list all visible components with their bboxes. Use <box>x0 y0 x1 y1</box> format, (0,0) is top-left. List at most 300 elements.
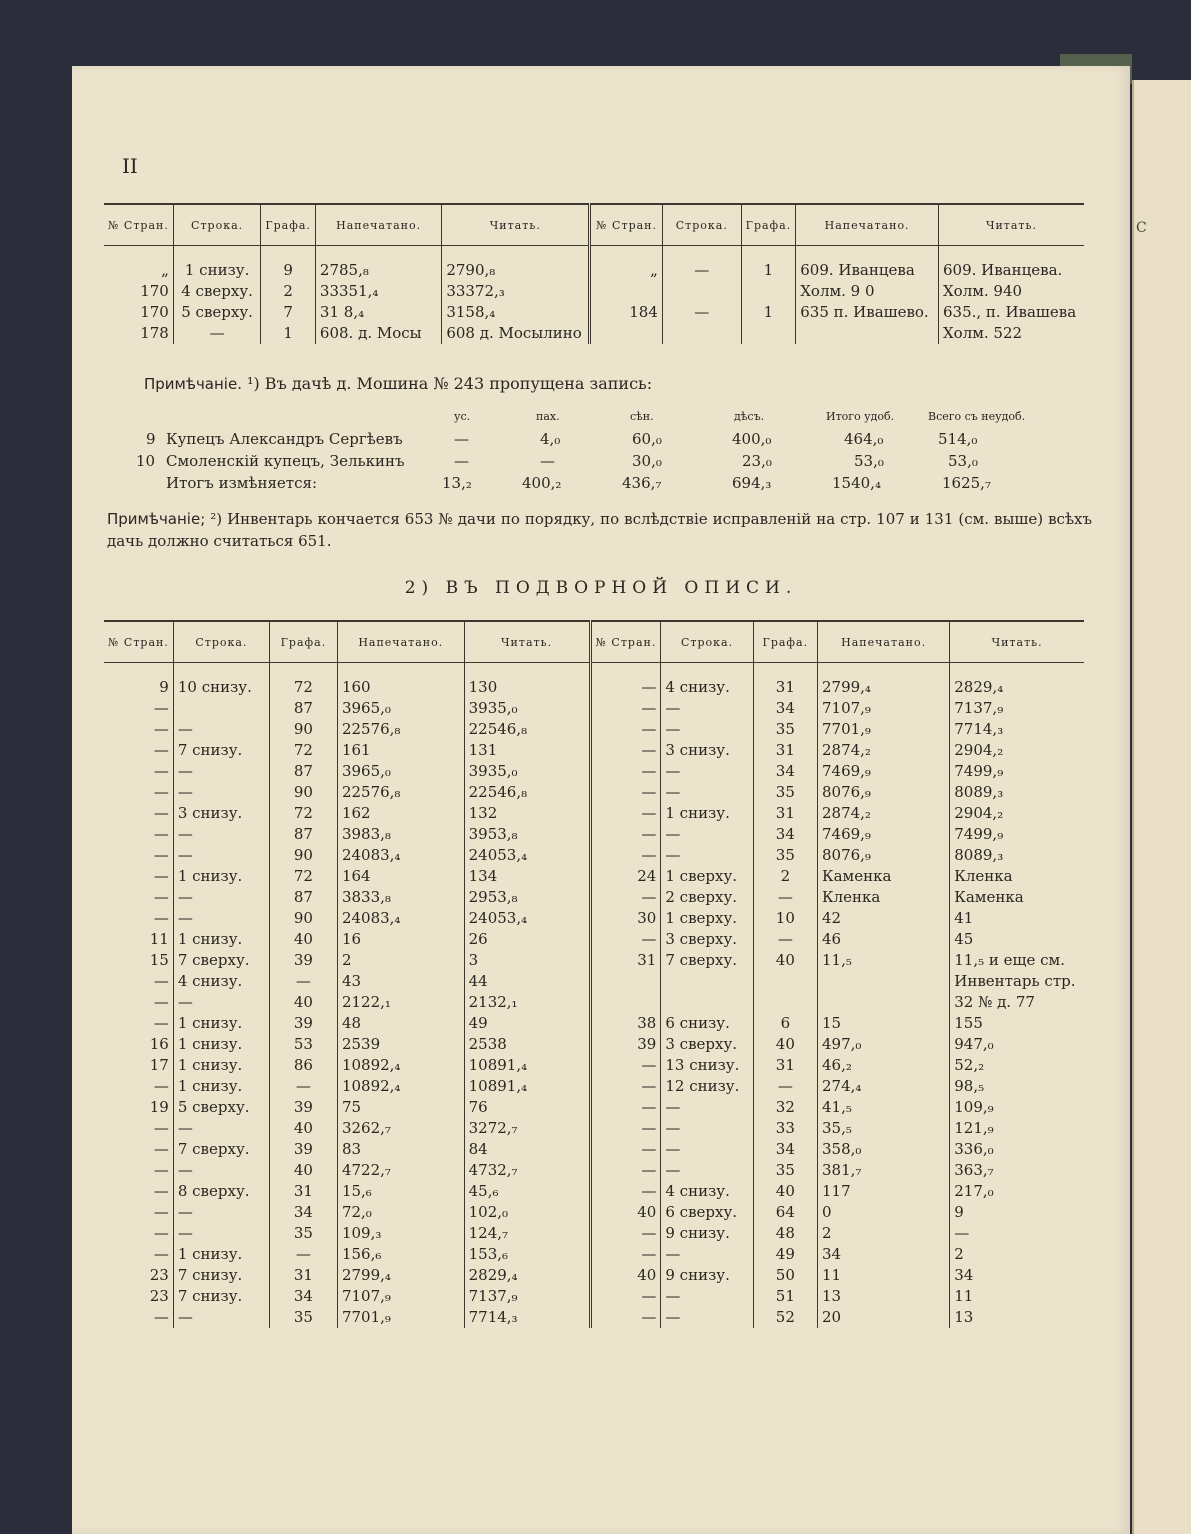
left-cell: 4722,₇ <box>337 1160 464 1181</box>
left-cell: 17 <box>149 1056 169 1074</box>
left-cell: 3935,₀ <box>464 698 590 719</box>
right-cell: 52 <box>753 1307 817 1328</box>
right-cell: 2 сверху. <box>661 887 753 908</box>
right-cell <box>753 971 817 992</box>
right-cell: Каменка <box>817 866 949 887</box>
right-cell: 1 сверху. <box>661 908 753 929</box>
right-cell <box>662 281 741 302</box>
left-cell: — <box>153 867 169 885</box>
right-cell: 7701,₉ <box>817 719 949 740</box>
right-cell: 8076,₉ <box>817 845 949 866</box>
right-cell: 34 <box>753 698 817 719</box>
right-cell: 1 сверху. <box>661 866 753 887</box>
right-cell: 32 <box>753 1097 817 1118</box>
right-cell: 336,₀ <box>950 1139 1084 1160</box>
right-cell: 2829,₄ <box>950 663 1084 699</box>
right-cell: — <box>661 1097 753 1118</box>
left-cell: — <box>269 1076 337 1097</box>
col-line: Строка. <box>173 204 261 246</box>
left-cell: 1 снизу. <box>173 929 269 950</box>
right-cell: 2 <box>817 1223 949 1244</box>
left-cell: 76 <box>464 1097 590 1118</box>
left-cell: — <box>153 909 169 927</box>
table-row <box>104 302 1084 323</box>
right-cell: 41 <box>950 908 1084 929</box>
left-cell: 3 снизу. <box>173 803 269 824</box>
right-cell <box>741 281 796 302</box>
right-cell: 33 <box>753 1118 817 1139</box>
left-cell: — <box>153 1161 169 1179</box>
col-page: № Стран. <box>104 204 173 246</box>
right-cell: 7714,₃ <box>950 719 1084 740</box>
right-cell: Холм. 522 <box>938 323 1084 344</box>
table-row <box>104 887 1084 908</box>
right-cell: 35 <box>753 719 817 740</box>
left-cell: 2785,₈ <box>315 246 441 282</box>
table-row <box>104 698 1084 719</box>
left-cell: 84 <box>464 1139 590 1160</box>
right-cell: 31 <box>753 803 817 824</box>
right-cell: 30 <box>590 908 661 929</box>
left-cell: 8 сверху. <box>173 1181 269 1202</box>
left-cell: 5 сверху. <box>173 302 261 323</box>
left-cell: 26 <box>464 929 590 950</box>
left-cell: — <box>173 761 269 782</box>
left-cell: 23 <box>149 1287 169 1305</box>
right-cell: 0 <box>817 1202 949 1223</box>
left-cell: — <box>153 846 169 864</box>
right-cell: — <box>661 1244 753 1265</box>
left-cell: 7 <box>261 302 316 323</box>
right-cell: — <box>590 1307 661 1328</box>
left-cell: 2799,₄ <box>337 1265 464 1286</box>
left-cell: — <box>269 1244 337 1265</box>
right-cell: 7 сверху. <box>661 950 753 971</box>
note-2-text: ²) Инвентарь кончается 653 № дачи по порядку, по вслѣдствіе исправленій на стр. 107 и 131 (см. выше) всѣхъ дачь должно считаться 651. <box>107 510 1092 550</box>
right-cell <box>590 992 661 1013</box>
left-cell: 109,₃ <box>337 1223 464 1244</box>
note-1-label: Примѣчаніе. <box>144 375 242 393</box>
right-cell: 497,₀ <box>817 1034 949 1055</box>
left-cell: 90 <box>269 719 337 740</box>
right-cell: — <box>590 845 661 866</box>
right-cell <box>662 323 741 344</box>
col-page: № Стран. <box>590 204 663 246</box>
right-cell: 46 <box>817 929 949 950</box>
left-cell: — <box>173 887 269 908</box>
right-cell: — <box>590 1055 661 1076</box>
right-cell: 3 снизу. <box>661 740 753 761</box>
left-cell: 34 <box>269 1286 337 1307</box>
right-cell: 10 <box>753 908 817 929</box>
right-cell: 34 <box>817 1244 949 1265</box>
left-cell: 31 8,₄ <box>315 302 441 323</box>
col-line: Строка. <box>662 204 741 246</box>
right-cell: 9 снизу. <box>661 1223 753 1244</box>
left-cell: 31 <box>269 1181 337 1202</box>
table-row <box>104 1223 1084 1244</box>
left-cell: „ <box>161 261 169 279</box>
col-column: Графа. <box>741 204 796 246</box>
col-column: Графа. <box>753 621 817 663</box>
right-cell: 7107,₉ <box>817 698 949 719</box>
right-cell: 1 <box>741 246 796 282</box>
correction-col: Итого удоб. <box>826 410 895 423</box>
left-cell: 19 <box>149 1098 169 1116</box>
left-cell: 31 <box>269 1265 337 1286</box>
left-cell: — <box>153 804 169 822</box>
left-cell: 39 <box>269 1097 337 1118</box>
left-cell: 72 <box>269 740 337 761</box>
left-cell: 3262,₇ <box>337 1118 464 1139</box>
right-cell: — <box>753 887 817 908</box>
right-cell: 35,₅ <box>817 1118 949 1139</box>
correction-col: дѣсъ. <box>734 410 765 423</box>
table-row <box>104 761 1084 782</box>
table-row <box>104 824 1084 845</box>
right-cell: 1 <box>741 302 796 323</box>
col-printed: Напечатано. <box>315 204 441 246</box>
right-cell: — <box>590 1181 661 1202</box>
left-cell: — <box>173 824 269 845</box>
right-cell: 35 <box>753 1160 817 1181</box>
right-cell: — <box>590 663 661 699</box>
right-cell: — <box>590 1139 661 1160</box>
right-cell: 6 снизу. <box>661 1013 753 1034</box>
right-cell: 4 снизу. <box>661 1181 753 1202</box>
right-cell: — <box>590 1223 661 1244</box>
right-cell: 31 <box>753 740 817 761</box>
section-title: 2) ВЪ ПОДВОРНОЙ ОПИСИ. <box>404 578 798 598</box>
col-line: Строка. <box>661 621 753 663</box>
left-cell: 75 <box>337 1097 464 1118</box>
left-cell: 7714,₃ <box>464 1307 590 1328</box>
right-cell: 2904,₂ <box>950 740 1084 761</box>
right-cell: 24 <box>590 866 661 887</box>
left-cell: 22546,₈ <box>464 719 590 740</box>
right-cell: 46,₂ <box>817 1055 949 1076</box>
left-cell: — <box>173 908 269 929</box>
left-cell: — <box>153 825 169 843</box>
left-cell: 132 <box>464 803 590 824</box>
left-cell: 24053,₄ <box>464 908 590 929</box>
left-cell: 23 <box>149 1266 169 1284</box>
right-cell: — <box>661 1160 753 1181</box>
right-cell: 31 <box>753 1055 817 1076</box>
right-cell: 42 <box>817 908 949 929</box>
left-cell: — <box>269 971 337 992</box>
right-cell: 2 <box>950 1244 1084 1265</box>
left-cell: — <box>153 1140 169 1158</box>
errata-table-2 <box>104 620 1084 1328</box>
left-cell: 2953,₈ <box>464 887 590 908</box>
left-cell: — <box>173 1118 269 1139</box>
left-cell: 3965,₀ <box>337 698 464 719</box>
right-cell: — <box>590 698 661 719</box>
right-cell: — <box>590 887 661 908</box>
right-cell: 9 снизу. <box>661 1265 753 1286</box>
right-cell: Инвентарь стр. <box>950 971 1084 992</box>
left-cell: 10891,₄ <box>464 1076 590 1097</box>
left-cell: 153,₆ <box>464 1244 590 1265</box>
right-cell: 363,₇ <box>950 1160 1084 1181</box>
right-cell: 3 сверху. <box>661 929 753 950</box>
left-cell: — <box>153 1308 169 1326</box>
left-cell: — <box>153 720 169 738</box>
correction-col: Всего съ неудоб. <box>928 410 1026 423</box>
table-row <box>104 1013 1084 1034</box>
table-row <box>104 803 1084 824</box>
left-cell: 24053,₄ <box>464 845 590 866</box>
right-cell: 40 <box>590 1202 661 1223</box>
left-cell: — <box>173 323 261 344</box>
left-cell: — <box>153 888 169 906</box>
table-row <box>104 782 1084 803</box>
note-2-label: Примѣчаніе; <box>107 510 206 528</box>
right-cell: — <box>661 761 753 782</box>
left-cell: 22576,₈ <box>337 782 464 803</box>
table-row <box>104 992 1084 1013</box>
left-cell: 4 сверху. <box>173 281 261 302</box>
right-cell: 609. Иванцева <box>796 246 939 282</box>
right-cell <box>817 971 949 992</box>
left-cell: 44 <box>464 971 590 992</box>
table-row <box>104 246 1084 282</box>
col-printed: Напечатано. <box>817 621 949 663</box>
right-cell: 39 <box>590 1034 661 1055</box>
left-cell: 86 <box>269 1055 337 1076</box>
right-cell: 155 <box>950 1013 1084 1034</box>
left-cell: — <box>153 762 169 780</box>
right-cell: — <box>661 824 753 845</box>
left-cell: 164 <box>337 866 464 887</box>
left-cell: — <box>153 1014 169 1032</box>
correction-col: пах. <box>536 410 560 423</box>
left-cell: 9 <box>159 678 169 696</box>
right-cell: 7469,₉ <box>817 761 949 782</box>
left-cell: 2829,₄ <box>464 1265 590 1286</box>
right-cell: — <box>661 698 753 719</box>
right-cell: 274,₄ <box>817 1076 949 1097</box>
left-cell: 10 снизу. <box>173 663 269 699</box>
left-cell: — <box>173 719 269 740</box>
left-cell: — <box>173 1202 269 1223</box>
right-cell: — <box>590 782 661 803</box>
right-cell: 7499,₉ <box>950 824 1084 845</box>
correction-col: сѣн. <box>630 410 654 423</box>
left-cell: 16 <box>149 1035 169 1053</box>
right-cell: — <box>662 246 741 282</box>
left-cell: 7137,₉ <box>464 1286 590 1307</box>
errata-table-1-body <box>104 246 1084 345</box>
table-row <box>104 1286 1084 1307</box>
right-cell: — <box>590 1076 661 1097</box>
left-cell: 90 <box>269 845 337 866</box>
left-cell: 2539 <box>337 1034 464 1055</box>
facing-page-letter: С <box>1136 220 1147 236</box>
left-cell: 170 <box>140 282 169 300</box>
right-cell: 64 <box>753 1202 817 1223</box>
table-row <box>104 845 1084 866</box>
left-cell: 130 <box>464 663 590 699</box>
right-cell: — <box>590 1160 661 1181</box>
left-cell: 7701,₉ <box>337 1307 464 1328</box>
left-cell: 1 снизу. <box>173 866 269 887</box>
right-cell <box>741 323 796 344</box>
right-cell: 947,₀ <box>950 1034 1084 1055</box>
right-cell: 2874,₂ <box>817 803 949 824</box>
right-cell: 48 <box>753 1223 817 1244</box>
right-cell: Каменка <box>950 887 1084 908</box>
left-cell: 131 <box>464 740 590 761</box>
right-cell: Холм. 9 0 <box>796 281 939 302</box>
left-cell: 3953,₈ <box>464 824 590 845</box>
right-cell: 38 <box>590 1013 661 1034</box>
left-cell: — <box>153 972 169 990</box>
right-cell: 11,₅ <box>817 950 949 971</box>
col-read: Читать. <box>442 204 590 246</box>
table-row <box>104 281 1084 302</box>
table-row <box>104 1244 1084 1265</box>
table-row <box>104 1181 1084 1202</box>
left-cell: 45,₆ <box>464 1181 590 1202</box>
left-cell: 4732,₇ <box>464 1160 590 1181</box>
left-cell: 2122,₁ <box>337 992 464 1013</box>
errata-table-1 <box>104 203 1084 344</box>
right-cell: 609. Иванцева. <box>938 246 1084 282</box>
col-read: Читать. <box>464 621 590 663</box>
right-cell: 20 <box>817 1307 949 1328</box>
left-cell: 2 <box>337 950 464 971</box>
right-cell: — <box>661 845 753 866</box>
left-cell: — <box>153 741 169 759</box>
table-row <box>104 950 1084 971</box>
left-cell: 83 <box>337 1139 464 1160</box>
left-cell: 3158,₄ <box>442 302 590 323</box>
right-cell: 31 <box>590 950 661 971</box>
right-cell: — <box>753 1076 817 1097</box>
left-cell: 10892,₄ <box>337 1055 464 1076</box>
right-cell: 635 п. Ивашево. <box>796 302 939 323</box>
right-cell: Кленка <box>950 866 1084 887</box>
right-cell <box>661 971 753 992</box>
document-page: II № Стран. Строка. Графа. Напечатано. Читать. № Стран. Строка. Графа. Напечатано. Читать. „ 1 снизу. 9 2785,₈ 2790,₈ „ — 1 609. Иванцева 609. Иванцева. 170 4 сверху. 2 33351,₄ 33372,₃ Холм. 9 0 Холм. 940 170 5 сверху. 7 31 8,₄ 3158,₄ 184 — 1 635 п. Ивашево. 635., п. Ивашева 178 — 1 608. д. Мосы 608 д. Мосылино Холм. 522 Примѣчаніе. ¹) Въ дачѣ д. Мошина № 243 пропущена запись: ус. пах. сѣн. дѣсъ. Итого удоб. Всего съ неудоб. 9 Купецъ Александръ Сергѣевъ — 4,₀ 60,₀ 400,₀ 464,₀ 514,₀ 10 Смоленскій купецъ, Зелькинъ — — 30,₀ 23,₀ 53,₀ 53,₀ Итогъ измѣняется: 13,₂ 400,₂ 436,₇ 694,₃ 1540,₄ 1625,₇ Примѣчаніе; ²) Инвентарь кончается 653 № дачи по порядку, по вслѣдствіе исправленій на стр. 107 и 131 (см. выше) всѣхъ дачь должно считаться 651. 2) ВЪ ПОДВОРНОЙ ОПИСИ. № Стран. Строка. Графа. Напечатано. Читать. № Стран. Строка. Графа. Напечатано. Читать. 9 10 снизу. 72 160 130 — 4 снизу. 31 2799,₄ 2829,₄ — 87 3965,₀ 3935,₀ — — 34 7107,₉ 7137,₉ — — 90 22576,₈ 22546,₈ — — 35 7701,₉ 7714,₃ — 7 снизу. 72 161 131 — 3 снизу. 31 2874,₂ 2904,₂ — — 87 3965,₀ 3935,₀ — — 34 7469,₉ 7499,₉ — — 90 22576,₈ 22546,₈ — — 35 8076,₉ 8089,₃ — 3 снизу. 72 162 132 — 1 снизу. 31 2874,₂ 2904,₂ — — 87 3983,₈ 3953,₈ — — 34 7469,₉ 7499,₉ — — 90 24083,₄ 24053,₄ — — 35 8076,₉ 8089,₃ — 1 снизу. 72 164 134 24 1 сверху. 2 Каменка Кленка — — 87 3833,₈ 2953,₈ — 2 сверху. — Кленка Каменка — — 90 24083,₄ 24053,₄ 30 1 сверху. 10 42 41 11 1 снизу. 40 16 26 — 3 сверху. — 46 45 15 7 сверху. 39 2 3 31 7 сверху. 40 11,₅ 11,₅ и еще см. — 4 снизу. — 43 44 Инвентарь стр. — — 40 2122,₁ 2132,₁ 32 № д. 77 — 1 снизу. 39 48 49 38 6 снизу. 6 15 155 16 1 снизу. 53 2539 2538 39 3 сверху. 40 497,₀ 947,₀ 17 1 снизу. 86 10892,₄ 10891,₄ — 13 снизу. 31 46,₂ 52,₂ — 1 снизу. — 10892,₄ 10891,₄ — 12 снизу. — 274,₄ 98,₅ 19 5 сверху. 39 75 76 — — 32 41,₅ 109,₉ — — 40 3262,₇ 3272,₇ — — 33 35,₅ 121,₉ — 7 сверху. 39 83 84 — — 34 358,₀ 336,₀ — — 40 4722,₇ 4732,₇ — — 35 381,₇ 363,₇ — 8 сверху. 31 15,₆ 45,₆ — 4 снизу. 40 117 217,₀ — — 34 72,₀ 102,₀ 40 6 сверху. 64 0 9 — — 35 109,₃ 124,₇ — 9 снизу. 48 2 — — 1 снизу. — 156,₆ 153,₆ — — 49 34 2 23 7 снизу. 31 2799,₄ 2829,₄ 40 9 снизу. 50 11 34 23 7 снизу. 34 7107,₉ 7137,₉ — — 51 13 11 — — 35 7701,₉ 7714,₃ — — 52 20 13 <box>72 66 1130 1534</box>
right-cell: 9 <box>950 1202 1084 1223</box>
left-cell: 40 <box>269 929 337 950</box>
right-cell: 7137,₉ <box>950 698 1084 719</box>
left-cell: 162 <box>337 803 464 824</box>
table-row <box>104 740 1084 761</box>
left-cell: 1 <box>261 323 316 344</box>
left-cell: 2790,₈ <box>442 246 590 282</box>
page-number: II <box>122 154 138 178</box>
table-row <box>104 1265 1084 1286</box>
col-column: Графа. <box>269 621 337 663</box>
table-row <box>104 323 1084 344</box>
note-1 <box>144 374 652 393</box>
correction-col: ус. <box>454 410 471 423</box>
left-cell: — <box>153 1182 169 1200</box>
right-cell: 3 сверху. <box>661 1034 753 1055</box>
right-cell: 2904,₂ <box>950 803 1084 824</box>
right-cell: 12 снизу. <box>661 1076 753 1097</box>
left-cell: 3833,₈ <box>337 887 464 908</box>
left-cell: 102,₀ <box>464 1202 590 1223</box>
left-cell: 1 снизу. <box>173 1244 269 1265</box>
left-cell: 1 снизу. <box>173 1013 269 1034</box>
table-row <box>104 971 1084 992</box>
right-cell: 31 <box>753 663 817 699</box>
right-cell: — <box>753 929 817 950</box>
table-row <box>104 908 1084 929</box>
left-cell: 10892,₄ <box>337 1076 464 1097</box>
left-cell: 90 <box>269 782 337 803</box>
table-row <box>104 1139 1084 1160</box>
right-cell: — <box>590 1118 661 1139</box>
right-cell: 6 сверху. <box>661 1202 753 1223</box>
left-cell: 40 <box>269 992 337 1013</box>
errata-table-2-header <box>104 621 1084 663</box>
table-row <box>104 1202 1084 1223</box>
right-cell: 381,₇ <box>817 1160 949 1181</box>
table-row <box>104 1055 1084 1076</box>
right-cell: 15 <box>817 1013 949 1034</box>
col-printed: Напечатано. <box>337 621 464 663</box>
right-cell: — <box>590 1244 661 1265</box>
left-cell: — <box>153 1224 169 1242</box>
right-cell <box>661 992 753 1013</box>
right-cell: 8089,₃ <box>950 782 1084 803</box>
right-cell: — <box>590 803 661 824</box>
right-cell <box>590 971 661 992</box>
left-cell: 53 <box>269 1034 337 1055</box>
left-cell: 49 <box>464 1013 590 1034</box>
left-cell: 1 снизу. <box>173 1055 269 1076</box>
left-cell: 15 <box>149 951 169 969</box>
right-cell <box>590 323 663 344</box>
left-cell: — <box>173 992 269 1013</box>
right-cell: 11,₅ и еще см. <box>950 950 1084 971</box>
right-cell: 6 <box>753 1013 817 1034</box>
right-cell: — <box>661 1118 753 1139</box>
left-cell: 22576,₈ <box>337 719 464 740</box>
left-cell: 161 <box>337 740 464 761</box>
left-cell: 3935,₀ <box>464 761 590 782</box>
left-cell: 7 сверху. <box>173 950 269 971</box>
right-cell: 11 <box>950 1286 1084 1307</box>
right-cell: 4 снизу. <box>661 663 753 699</box>
right-cell: 117 <box>817 1181 949 1202</box>
left-cell: 3965,₀ <box>337 761 464 782</box>
right-cell <box>590 281 663 302</box>
table-row <box>104 1034 1084 1055</box>
table-row <box>104 1160 1084 1181</box>
right-cell: „ <box>590 246 663 282</box>
col-read: Читать. <box>938 204 1084 246</box>
right-cell: 40 <box>753 1034 817 1055</box>
right-cell: 98,₅ <box>950 1076 1084 1097</box>
left-cell: 3272,₇ <box>464 1118 590 1139</box>
left-cell: 39 <box>269 1013 337 1034</box>
right-cell <box>796 323 939 344</box>
right-cell: 358,₀ <box>817 1139 949 1160</box>
left-cell: 3 <box>464 950 590 971</box>
right-cell: 40 <box>753 1181 817 1202</box>
left-cell: — <box>153 783 169 801</box>
right-cell: — <box>590 824 661 845</box>
right-cell: Холм. 940 <box>938 281 1084 302</box>
left-cell: 72 <box>269 663 337 699</box>
